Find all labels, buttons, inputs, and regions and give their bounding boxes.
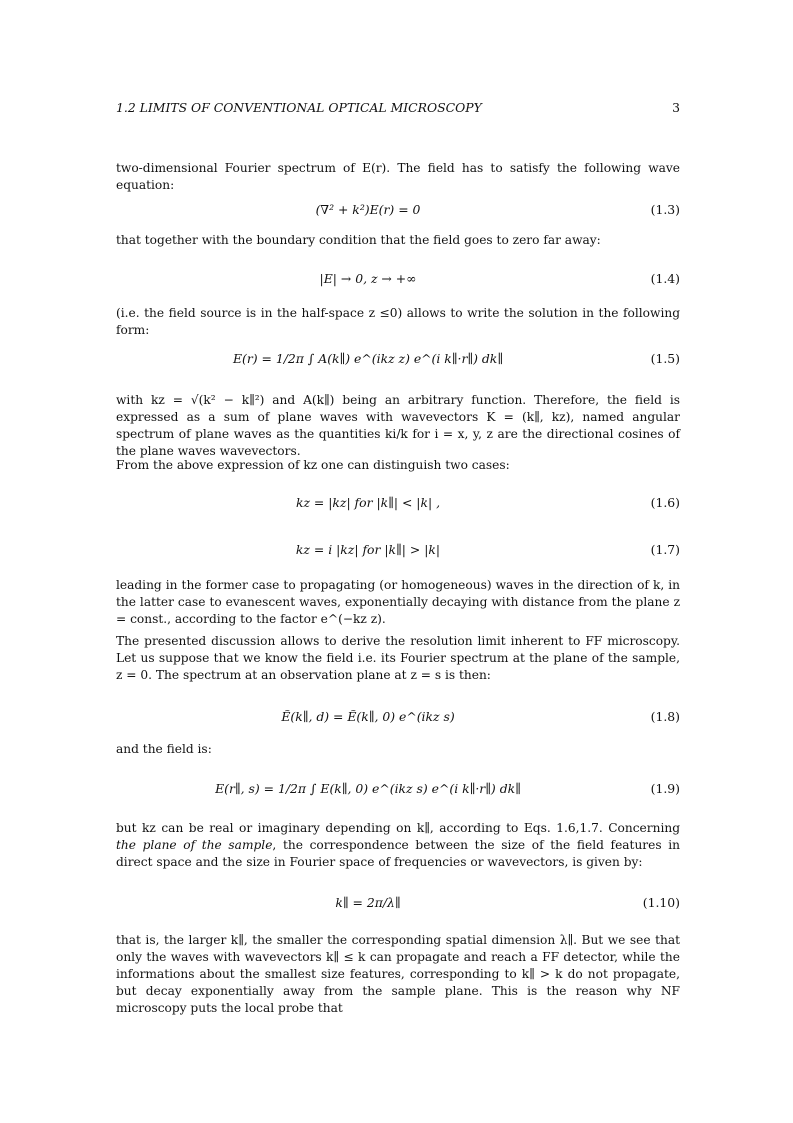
equation-1-3 bbox=[116, 197, 680, 221]
paragraph-5: From the above expression of kz one can distinguish two cases: bbox=[116, 458, 510, 472]
paragraph-3: (i.e. the field source is in the half-space z ≤0) allows to write the solution in the following form: bbox=[116, 306, 680, 337]
equation-body: k∥ = 2π/λ∥ bbox=[335, 894, 401, 910]
section-title: 1.2 LIMITS OF CONVENTIONAL OPTICAL MICROSCOPY bbox=[116, 100, 482, 115]
equation-number: (1.8) bbox=[650, 708, 680, 724]
equation-body: |E| → 0, z → +∞ bbox=[319, 270, 417, 286]
paragraph-1: two-dimensional Fourier spectrum of E(r). The field has to satisfy the following wave equation: bbox=[116, 161, 680, 192]
paragraph-9-text-b: , the correspondence between the size of the field features in direct space and the size in Fourier space of frequencies or wavevectors, is given by: bbox=[116, 838, 680, 869]
paragraph-9-text-a: but kz can be real or imaginary depending on k∥, according to Eqs. 1.6,1.7. Concerning bbox=[116, 821, 680, 835]
equation-1-7 bbox=[116, 537, 680, 561]
paragraph-7: The presented discussion allows to derive the resolution limit inherent to FF microscopy. Let us suppose that we know the field i.e. its Fourier spectrum at the plane of the sample, z = 0. The spectrum at an observation plane at z = s is then: bbox=[116, 634, 680, 682]
equation-body: Ẽ(k∥, d) = Ẽ(k∥, 0) e^(ikz s) bbox=[281, 708, 455, 724]
equation-1-10 bbox=[116, 887, 680, 917]
equation-number: (1.3) bbox=[650, 201, 680, 217]
paragraph-9-emphasis: the plane of the sample bbox=[116, 838, 273, 852]
equation-body: kz = i |kz| for |k∥| > |k| bbox=[295, 541, 441, 557]
paragraph-2: that together with the boundary condition that the field goes to zero far away: bbox=[116, 233, 601, 247]
equation-number: (1.10) bbox=[642, 894, 680, 910]
equation-number: (1.7) bbox=[650, 541, 680, 557]
equation-number: (1.4) bbox=[650, 270, 680, 286]
equation-1-6 bbox=[116, 490, 680, 514]
equation-1-9 bbox=[116, 773, 680, 803]
page-number: 3 bbox=[672, 100, 680, 115]
equation-number: (1.9) bbox=[650, 780, 680, 796]
equation-body: E(r∥, s) = 1/2π ∫ E(k∥, 0) e^(ikz s) e^(i k∥·r∥) dk∥ bbox=[215, 780, 521, 796]
equation-1-5 bbox=[116, 343, 680, 373]
equation-body: (∇² + k²)E(r) = 0 bbox=[315, 201, 421, 217]
paragraph-6: leading in the former case to propagating (or homogeneous) waves in the direction of k, in the latter case to evanescent waves, exponentially decaying with distance from the plane z = const., according to the factor e^(−kz z). bbox=[116, 578, 680, 626]
equation-body: kz = |kz| for |k∥| < |k| , bbox=[295, 494, 441, 510]
paragraph-8: and the field is: bbox=[116, 742, 212, 756]
equation-number: (1.5) bbox=[650, 350, 680, 366]
equation-number: (1.6) bbox=[650, 494, 680, 510]
paragraph-10: that is, the larger k∥, the smaller the corresponding spatial dimension λ∥. But we see that only the waves with wavevectors k∥ ≤ k can propagate and reach a FF detector, while the informations about the smallest size features, corresponding to k∥ > k do not propagate, but decay exponentially away from the sample plane. This is the reason why NF microscopy puts the local probe that bbox=[116, 933, 680, 1015]
equation-1-8 bbox=[116, 704, 680, 728]
paragraph-4: with kz = √(k² − k∥²) and A(k∥) being an arbitrary function. Therefore, the field is expressed as a sum of plane waves with wavevectors K = (k∥, kz), named angular spectrum of plane waves as the quantities ki/k for i = x, y, z are the directional cosines of the plane waves wavevectors. bbox=[116, 393, 680, 458]
equation-body: E(r) = 1/2π ∫ A(k∥) e^(ikz z) e^(i k∥·r∥) dk∥ bbox=[232, 350, 504, 366]
paragraph-9 bbox=[116, 820, 680, 871]
equation-1-4 bbox=[116, 266, 680, 290]
running-header bbox=[116, 100, 680, 115]
